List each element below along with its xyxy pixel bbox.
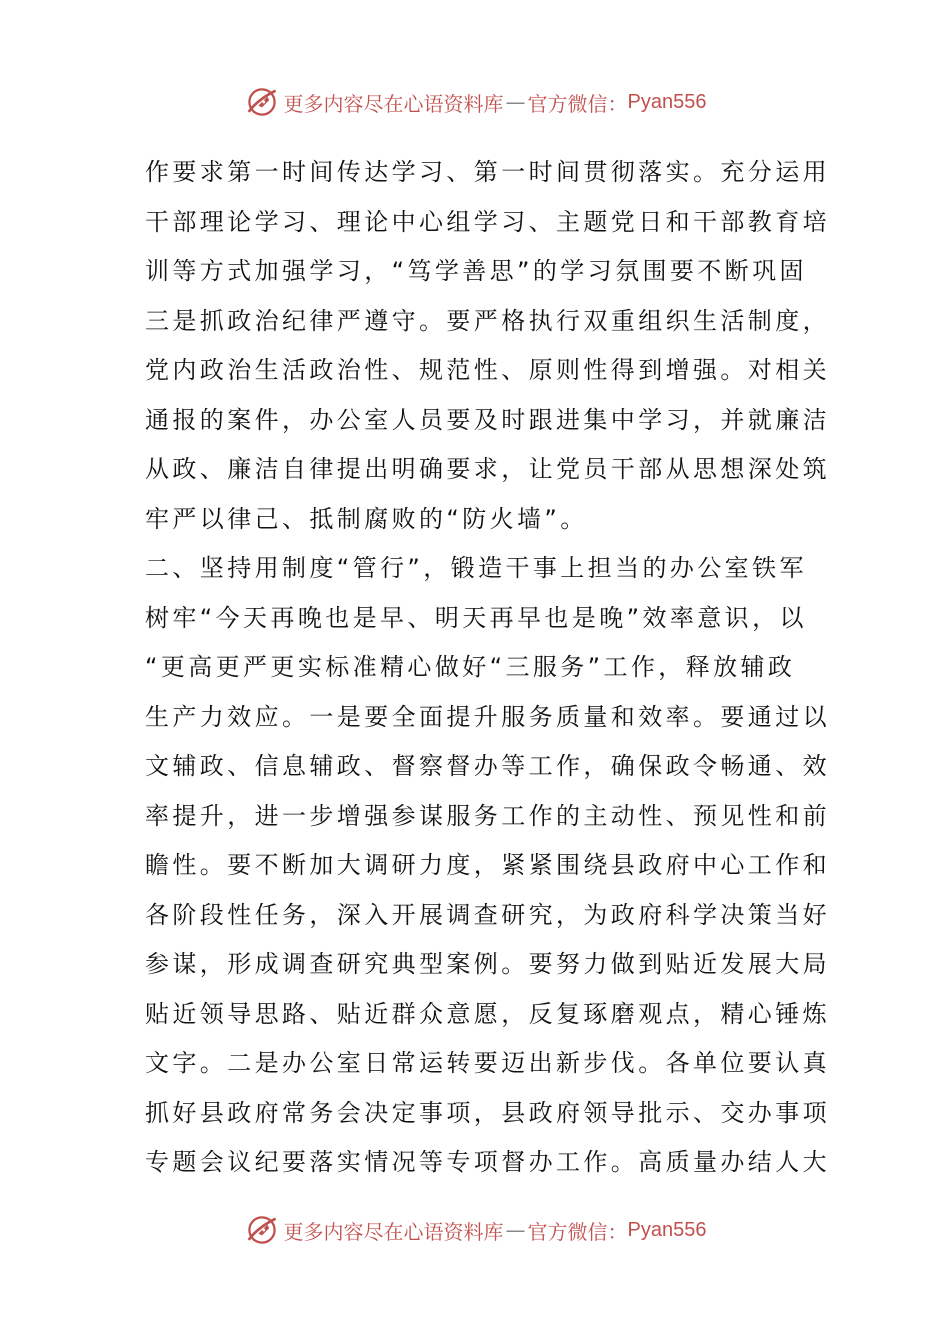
body-line: 率提升，进一步增强参谋服务工作的主动性、预见性和前	[145, 801, 830, 830]
wechat-label: 官方微信：	[527, 1219, 628, 1244]
body-line: 生产力效应。一是要全面提升服务质量和效率。要通过以	[145, 702, 830, 731]
site-name-text: 更多内容尽在心语资料库	[283, 91, 504, 116]
body-line: 专题会议纪要落实情况等专项督办工作。高质量办结人大	[145, 1148, 830, 1176]
header-banner	[0, 82, 950, 122]
site-name-text: 更多内容尽在心语资料库	[283, 1219, 504, 1244]
footer-banner	[0, 1210, 950, 1250]
body-line: 党内政治生活政治性、规范性、原则性得到增强。对相关	[145, 356, 830, 384]
pen-nib-logo-icon	[244, 84, 280, 120]
body-line: 贴近领导思路、贴近群众意愿，反复琢磨观点，精心锤炼	[145, 999, 830, 1028]
body-line: 文字。二是办公室日常运转要迈出新步伐。各单位要认真	[145, 1049, 830, 1077]
section-heading-line: 二、坚持用制度“管行”，锻造干事上担当的办公室铁军	[145, 554, 807, 582]
body-line: 各阶段性任务，深入开展调查研究，为政府科学决策当好	[145, 900, 830, 929]
body-line: 通报的案件，办公室人员要及时跟进集中学习，并就廉洁	[145, 405, 830, 434]
body-line: 瞻性。要不断加大调研力度，紧紧围绕县政府中心工作和	[145, 851, 830, 879]
body-line: 牢严以律己、抵制腐败的“防火墙”。	[145, 504, 588, 533]
body-line: 干部理论学习、理论中心组学习、主题党日和干部教育培	[145, 207, 830, 236]
body-line: 三是抓政治纪律严遵守。要严格执行双重组织生活制度，	[145, 306, 830, 335]
banner-separator: —	[505, 1218, 526, 1242]
body-line: 从政、廉洁自律提出明确要求，让党员干部从思想深处筑	[145, 455, 830, 483]
body-line: 作要求第一时间传达学习、第一时间贯彻落实。充分运用	[145, 158, 830, 186]
body-line: 抓好县政府常务会决定事项，县政府领导批示、交办事项	[145, 1098, 830, 1127]
wechat-label: 官方微信：	[527, 91, 628, 116]
body-line: 文辅政、信息辅政、督察督办等工作，确保政令畅通、效	[145, 752, 830, 780]
body-line: 训等方式加强学习，“笃学善思”的学习氛围要不断巩固	[145, 257, 807, 285]
body-line: “更高更严更实标准精心做好“三服务”工作，释放辅政	[145, 653, 796, 681]
pen-nib-logo-icon	[244, 1212, 280, 1248]
document-body	[145, 148, 830, 1188]
wechat-id: Pyan556	[627, 1218, 707, 1241]
banner-separator: —	[505, 90, 526, 114]
wechat-id: Pyan556	[627, 90, 707, 113]
body-line: 树牢“今天再晚也是早、明天再早也是晚”效率意识，以	[145, 603, 807, 632]
body-line: 参谋，形成调查研究典型案例。要努力做到贴近发展大局	[145, 950, 830, 978]
